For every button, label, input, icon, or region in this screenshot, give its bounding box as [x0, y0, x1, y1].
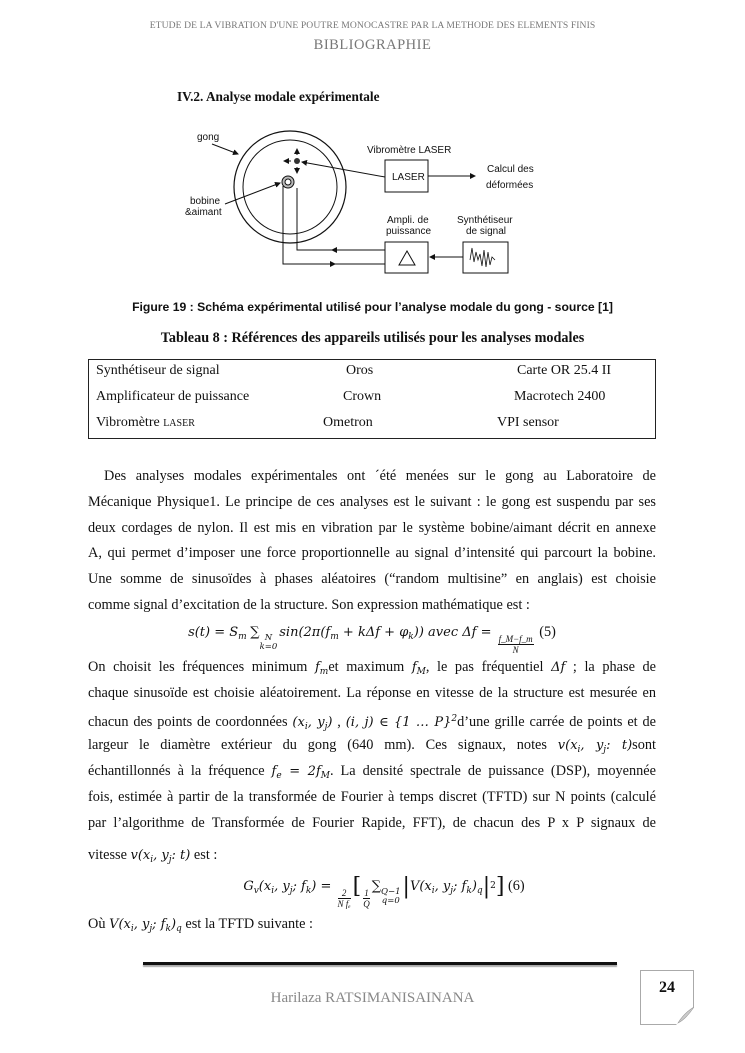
math-base: , y — [434, 879, 451, 894]
line-content — [88, 813, 656, 833]
math-base: | — [402, 874, 410, 899]
math-base: | — [482, 874, 491, 899]
math-base: : t) — [606, 738, 633, 753]
math-sub: k=0 — [259, 642, 278, 652]
text-run: ; la phase de — [565, 659, 657, 675]
math-sup: 2 — [451, 714, 458, 724]
text-line — [88, 813, 656, 833]
math-base: ] — [495, 874, 505, 899]
math-base: (x — [258, 879, 272, 894]
text-run: deux cordages de nylon. Il est mis en vibration par le système bobine/aimant décrit en annexe — [88, 520, 656, 536]
math-base: + kΔf + φ — [338, 625, 409, 640]
math-base: ; f — [453, 879, 467, 894]
math-expr — [551, 660, 565, 675]
text-run: , le pas fréquentiel — [425, 659, 552, 675]
denominator: N fₑ — [337, 899, 351, 909]
math-base: ) — [170, 917, 177, 932]
math-base: sin(2π(f — [279, 625, 331, 640]
text-line — [88, 569, 656, 589]
brand-cell: Crown — [343, 389, 382, 404]
math-base: f — [271, 764, 277, 779]
math-sub: k — [408, 632, 414, 642]
math-expr — [134, 917, 152, 932]
math-sub: q — [476, 886, 483, 896]
model-cell: VPI sensor — [497, 415, 559, 430]
text-run: Des analyses modales expérimentales ont ´été menées sur le gong au Laboratoire de — [104, 468, 656, 484]
text-run: Mécanique Physique1. Le principe de ces analyses est le suivant : le gong est suspendu par ses — [88, 494, 656, 510]
text-line — [88, 735, 656, 760]
measurement-point-icon — [284, 149, 300, 173]
math-base: Δf — [551, 660, 566, 675]
line-content — [88, 761, 656, 786]
text-run: Une somme de sinusoïdes à phases aléatoires (“random multisine” en anglais) est choisie — [88, 571, 656, 587]
brand-cell: Oros — [346, 363, 374, 378]
math-sub: i — [577, 745, 581, 755]
text-run: vitesse — [88, 847, 131, 863]
line-content — [88, 914, 656, 939]
math-expr — [172, 848, 191, 863]
math-base: ) — [471, 879, 477, 894]
laser-label: LASER — [392, 172, 425, 183]
math-base: , y — [153, 848, 169, 863]
text-run: sont — [632, 737, 656, 753]
page-number-box — [640, 970, 694, 1025]
table-caption: Tableau 8 : Références des appareils utilisés pour les analyses modales — [160, 330, 585, 346]
coil-magnet-icon — [282, 176, 294, 188]
numerator: 2 — [338, 888, 351, 899]
fraction — [363, 888, 370, 909]
math-expr — [315, 660, 328, 675]
device-cell: Amplificateur de puissance — [96, 389, 250, 404]
limits — [260, 634, 278, 652]
text-line — [88, 518, 656, 538]
text-line — [88, 914, 656, 939]
math-sub: j — [168, 855, 172, 865]
text-run: On choisit les fréquences minimum — [88, 659, 315, 675]
math-base: ∑ — [250, 625, 260, 640]
text-run: chaque sinusoïde est choisie aléatoirement. La réponse en vitesse de la structure est mesurée en — [88, 685, 656, 701]
math-expr — [472, 879, 483, 894]
math-expr — [274, 879, 292, 894]
math-base: v(x — [130, 848, 151, 863]
fraction — [338, 888, 351, 909]
math-base: V(x — [409, 879, 432, 894]
line-content — [88, 787, 656, 807]
calcul-label: Calcul des — [487, 164, 534, 175]
math-sub: i — [150, 855, 154, 865]
math-base: ; f — [292, 879, 306, 894]
math-sub: m — [330, 632, 339, 642]
math-sub: i — [130, 924, 134, 934]
synthesizer-box — [463, 242, 508, 273]
text-run: A, qui permet d’imposer une force proportionnelle au signal d’intensité qui parcourt la bobine. — [88, 545, 656, 561]
model-cell: Carte OR 25.4 II — [517, 363, 612, 378]
math-sub: k — [165, 924, 171, 934]
math-base: s(t) = S — [188, 625, 239, 640]
text-run: (6) — [504, 878, 525, 894]
math-sub: j — [149, 924, 153, 934]
math-expr — [483, 874, 496, 899]
fraction — [498, 634, 534, 655]
math-sub: j — [289, 886, 293, 896]
math-expr — [292, 715, 307, 730]
math-sub: m — [238, 632, 247, 642]
numerator: f_M−f_m — [498, 634, 533, 644]
page-curl-icon — [676, 1007, 694, 1025]
page-number: 24 — [659, 979, 675, 996]
line-content — [88, 657, 656, 682]
math-base: ∑ — [371, 879, 382, 894]
device-cell: Synthétiseur de signal — [96, 363, 220, 378]
model-cell: Macrotech 2400 — [514, 389, 606, 404]
text-line — [88, 709, 656, 737]
math-base: V(x — [109, 917, 131, 932]
math-base: )) avec Δf = — [413, 625, 496, 640]
math-sub: M — [320, 771, 330, 781]
math-sub: i — [271, 886, 275, 896]
math-expr — [109, 917, 134, 932]
experimental-setup-diagram — [180, 120, 540, 290]
math-expr — [353, 874, 362, 899]
math-base: f — [411, 660, 417, 675]
math-expr — [131, 848, 154, 863]
math-sup: N — [264, 633, 273, 643]
math-base: f — [314, 660, 320, 675]
device-text: Vibromètre — [96, 415, 164, 430]
text-line — [88, 492, 656, 512]
section-heading: IV.2. Analyse modale expérimentale — [177, 89, 380, 104]
math-expr — [152, 917, 171, 932]
math-base: = 2f — [281, 764, 321, 779]
math-sup: 2 — [490, 881, 496, 891]
running-header-title: ETUDE DE LA VIBRATION D'UNE POUTRE MONOCASTRE PAR LA METHODE DES ELEMENTS FINIS — [149, 20, 596, 31]
math-sub: m — [319, 667, 329, 677]
line-content — [88, 709, 656, 737]
text-line — [104, 466, 656, 486]
math-sub: j — [450, 886, 454, 896]
denominator: N — [512, 645, 519, 655]
math-expr — [606, 738, 632, 753]
math-expr — [250, 625, 279, 652]
math-sub: i — [304, 722, 308, 732]
text-run: , — [332, 714, 346, 730]
math-base: G — [243, 879, 254, 894]
aimant-label: &aimant — [185, 207, 222, 218]
text-line — [88, 845, 656, 870]
math-sub: k — [305, 886, 312, 896]
math-base: , y — [307, 715, 325, 730]
text-run: et maximum — [328, 659, 412, 675]
deformees-label: déformées — [486, 180, 534, 191]
line-content — [88, 543, 656, 563]
math-sup: Q−1 — [381, 887, 401, 897]
limits — [381, 888, 401, 906]
math-expr — [339, 625, 414, 640]
text-run: est : — [190, 847, 218, 863]
math-sub: M — [416, 667, 426, 677]
text-run: (5) — [535, 624, 556, 640]
math-base: ) = — [311, 879, 336, 894]
line-content — [88, 683, 656, 703]
line-content — [88, 845, 656, 870]
synth-label-2: de signal — [466, 226, 507, 237]
equation-5 — [88, 622, 656, 655]
text-line — [88, 595, 656, 615]
math-sub: j — [324, 722, 328, 732]
math-base: , y — [133, 917, 150, 932]
math-expr — [153, 848, 171, 863]
math-sub: q — [176, 924, 182, 934]
bobine-label: bobine — [190, 196, 221, 207]
math-base: , y — [274, 879, 290, 894]
text-run: est la TFTD suivante : — [181, 916, 313, 932]
math-sub: i — [431, 886, 435, 896]
text-run: comme signal d’excitation de la structure. Son expression mathématique est : — [88, 597, 530, 613]
line-content — [88, 735, 656, 760]
text-run: par l’algorithme de Transformée de Fourier Rapide, FFT), de chacun des P x P signaux de — [88, 815, 656, 831]
equation-6 — [100, 876, 668, 909]
math-expr — [311, 879, 335, 894]
ampli-label-2: puissance — [386, 226, 432, 237]
math-expr — [577, 738, 607, 755]
device-smallcaps: LASER — [163, 418, 195, 429]
math-base: , y — [580, 738, 604, 753]
math-sub: q=0 — [381, 896, 400, 906]
text-run: d’une grille carrée de points et de — [457, 714, 656, 730]
math-expr — [171, 917, 182, 932]
vibrometer-label: Vibromètre LASER — [367, 145, 452, 156]
math-expr — [259, 879, 274, 894]
math-base: : t) — [171, 848, 191, 863]
line-content — [88, 518, 656, 538]
math-expr — [435, 879, 453, 894]
equipment-table — [88, 359, 656, 439]
text-line — [88, 657, 656, 682]
math-sub: k — [466, 886, 472, 896]
text-run: Où — [88, 916, 110, 932]
denominator: Q — [363, 899, 370, 909]
numerator: 1 — [364, 888, 369, 898]
footer-rule — [143, 962, 617, 965]
math-expr — [308, 715, 328, 730]
math-expr — [243, 879, 258, 894]
device-cell — [96, 415, 195, 432]
math-expr — [293, 879, 312, 894]
math-expr — [282, 764, 330, 779]
math-expr — [558, 738, 581, 753]
math-expr — [272, 764, 282, 779]
text-run: chacun des points de coordonnées — [88, 714, 293, 730]
math-base: v(x — [557, 738, 578, 753]
math-base: [ — [352, 874, 362, 899]
gong-label: gong — [197, 132, 220, 143]
math-base: (x — [292, 715, 305, 730]
text-line — [88, 683, 656, 703]
line-content — [104, 466, 656, 486]
line-content — [88, 569, 656, 589]
amplifier-box — [385, 242, 428, 273]
math-expr — [453, 879, 472, 894]
math-expr — [414, 625, 496, 640]
math-expr — [188, 625, 247, 640]
math-expr — [403, 874, 410, 899]
math-base: ) — [327, 715, 333, 730]
synth-label-1: Synthétiseur — [457, 215, 513, 226]
math-expr — [410, 879, 435, 894]
math-sub: v — [253, 886, 259, 896]
text-run: fois, estimée à partir de la transformée de Fourier à temps discret (TFTD) sur N points (calculé — [88, 789, 656, 805]
text-run: . La densité spectrale de puissance (DSP), moyennée — [329, 763, 656, 779]
math-expr — [346, 715, 457, 730]
footer-author: Harilaza RATSIMANISAINANA — [270, 990, 475, 1006]
text-line — [88, 787, 656, 807]
math-expr — [279, 625, 339, 640]
text-run: échantillonnés à la fréquence — [88, 763, 272, 779]
line-content — [88, 595, 656, 615]
ampli-label-1: Ampli. de — [387, 215, 429, 226]
math-base: ; f — [152, 917, 166, 932]
math-expr — [412, 660, 426, 675]
math-base: (i, j) ∈ {1 … P} — [345, 715, 452, 730]
math-sub: j — [603, 745, 607, 755]
math-expr — [371, 879, 403, 906]
text-line — [88, 761, 656, 786]
math-sub: e — [276, 771, 282, 781]
brand-cell: Ometron — [323, 415, 373, 430]
text-line — [88, 543, 656, 563]
line-content — [88, 492, 656, 512]
running-header-chapter: BIBLIOGRAPHIE — [313, 37, 432, 53]
figure-caption: Figure 19 : Schéma expérimental utilisé pour l’analyse modale du gong - source [1] — [132, 300, 613, 314]
text-run: largeur le diamètre extérieur du gong (640 mm). Ces signaux, notes — [88, 737, 558, 753]
